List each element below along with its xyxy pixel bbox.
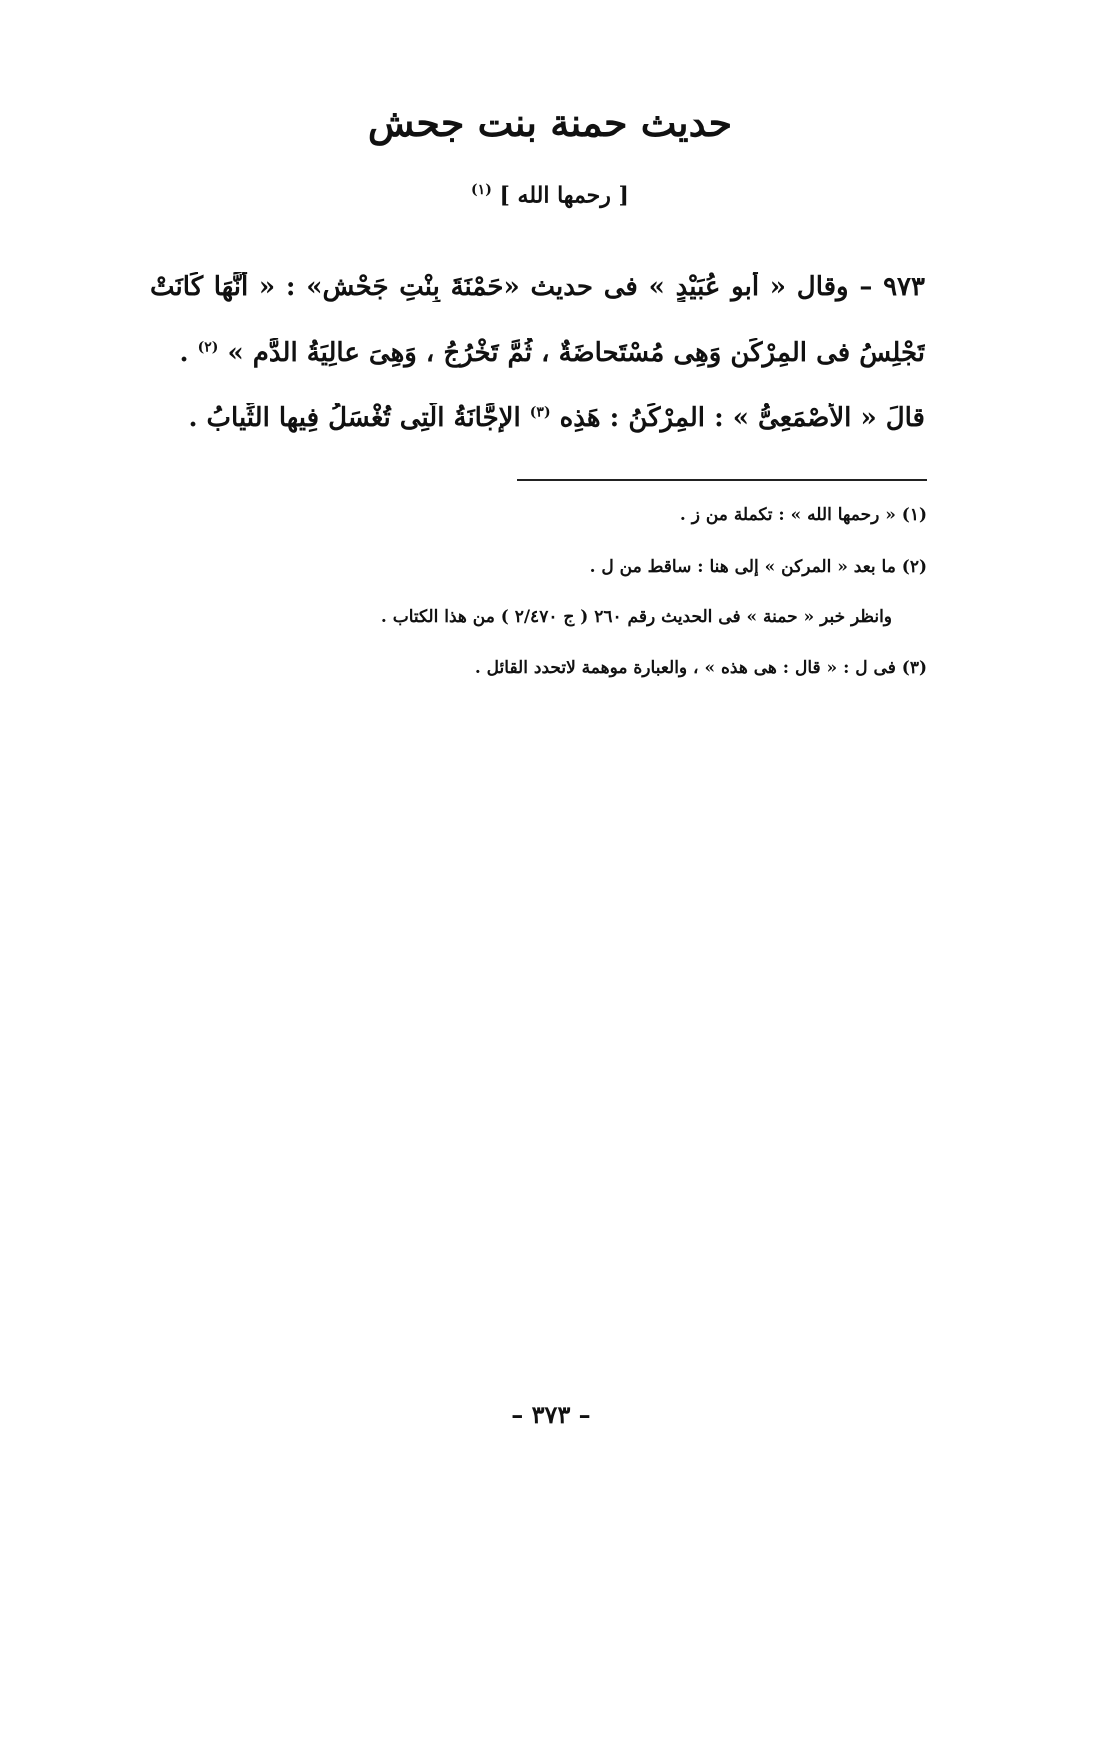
subtitle-text: [ رحمها الله ] bbox=[499, 182, 629, 209]
body-line-2 bbox=[150, 338, 925, 368]
body-line-3-footnote-ref: (٣) bbox=[529, 404, 551, 421]
body-line-3-text-b: الإِجَّانَةُ الَّتِى تُغْسَلُ فِيها الثِّيابُ . bbox=[188, 403, 521, 433]
body-line-1: ٩٧٣ – وقال « أبو عُبَيْدٍ » فى حديث «حَمْنَةَ بِنْتِ جَحْشٍ» : « أَنَّهَا كَانَتْ bbox=[150, 272, 925, 302]
footnote-1: (١) « رحمها الله » : تكملة من ز . bbox=[679, 505, 927, 525]
page-number: – ٣٧٣ – bbox=[511, 1400, 591, 1429]
body-line-3-text-a: قالَ « الأَصْمَعِىُّ » : المِرْكَنُ : هَذِه bbox=[559, 403, 925, 433]
subtitle-footnote-ref: (١) bbox=[471, 182, 492, 198]
body-line-3 bbox=[150, 403, 925, 433]
footnote-2: (٢) ما بعد « المركن » إلى هنا : ساقط من ل . bbox=[589, 557, 927, 577]
footnote-divider bbox=[517, 479, 927, 481]
body-line-2-footnote-ref: (٢) bbox=[197, 339, 219, 356]
footnote-3: (٣) فى ل : « قال : هى هذه » ، والعبارة موهمة لاتحدد القائل . bbox=[474, 658, 927, 678]
footnote-2-continuation: وانظر خبر « حمنة » فى الحديث رقم ٢٦٠ ( ج ٢/٤٧٠ ) من هذا الكتاب . bbox=[380, 607, 892, 627]
page-title: حديث حمنة بنت جحش bbox=[367, 100, 733, 145]
page-subtitle bbox=[380, 182, 720, 208]
body-line-2-end: . bbox=[179, 338, 189, 368]
body-line-2-text: تَجْلِسُ فى المِرْكَنِ وَهِى مُسْتَحاضَةٌ ، ثُمَّ تَخْرُجُ ، وَهِىَ عالِيَةُ الدَّمِ » bbox=[227, 338, 925, 368]
